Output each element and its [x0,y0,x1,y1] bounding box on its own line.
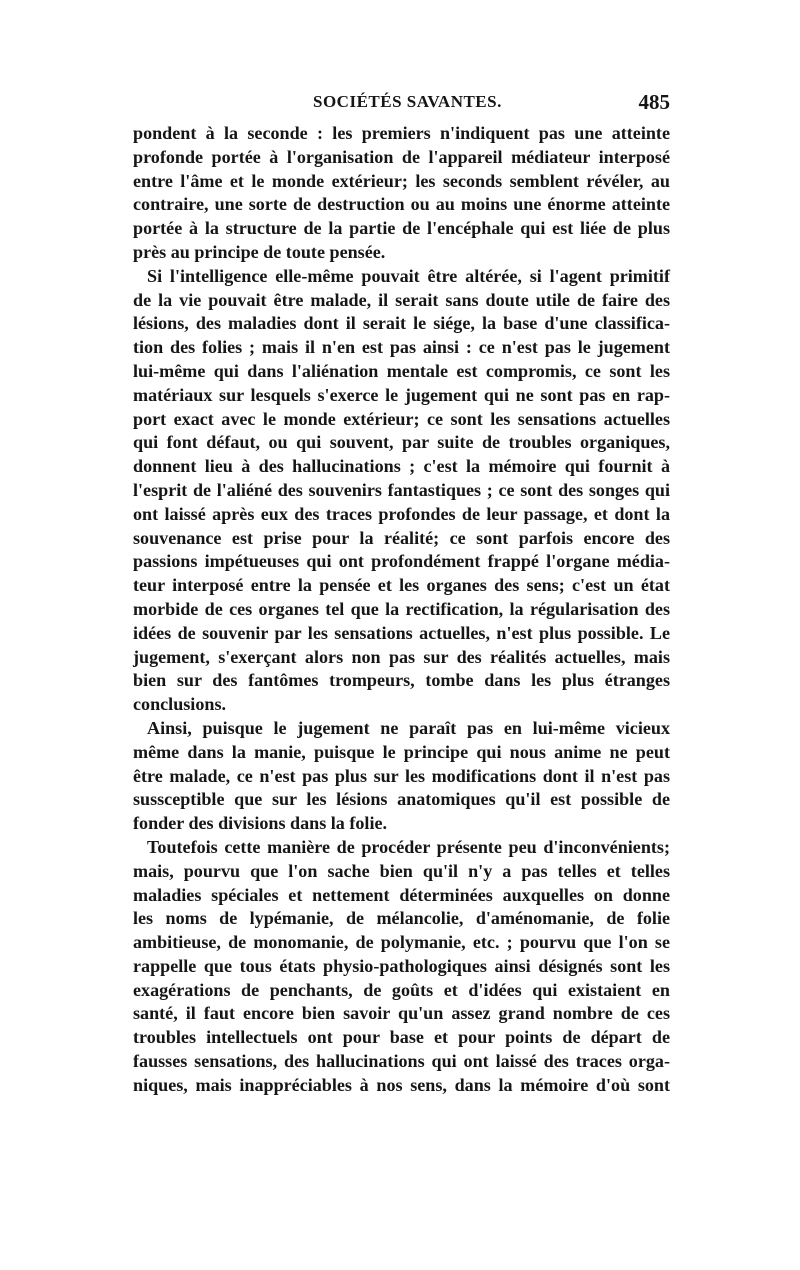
text-line-indented [133,836,670,860]
text-line: souvenance est prise pour la réalité; ce sont parfois encore des [133,527,670,548]
text-line: teur interposé entre la pensée et les organes des sens; c'est un état [133,575,670,596]
text-line: les noms de lypémanie, de mélancolie, d'aménomanie, de folie [133,908,670,929]
text-line: maladies spéciales et nettement déterminées auxquelles on donne [133,884,670,905]
text-line: morbide de ces organes tel que la rectification, la régularisation des [133,598,670,619]
text-line: conclusions. [133,694,227,715]
text-line: santé, il faut encore bien savoir qu'un assez grand nombre de ces [133,1003,670,1024]
text-line: rappelle que tous états physio-pathologiques ainsi désignés sont les [133,955,670,976]
body-text [133,122,670,1098]
text-line: bien sur des fantômes trompeurs, tombe dans les plus étranges [133,670,670,691]
text-line: port exact avec le monde extérieur; ce sont les sensations actuelles [133,408,670,429]
text-line: entre l'âme et le monde extérieur; les seconds semblent révéler, au [133,170,670,191]
page-number: 485 [638,90,670,114]
text-line: fonder des divisions dans la folie. [133,813,388,834]
text-line: ont laissé après eux des traces profondes de leur passage, et dont la [133,503,670,524]
text-line: l'esprit de l'aliéné des souvenirs fantastiques ; ce sont des songes qui [133,479,670,500]
text-line: portée à la structure de la partie de l'encéphale qui est liée de plus [133,218,670,239]
text-line: de la vie pouvait être malade, il serait sans doute utile de faire des [133,289,670,310]
text-line-indented [133,265,670,289]
text-line: sussceptible que sur les lésions anatomiques qu'il est possible de [133,789,670,810]
text-line: niques, mais inappréciables à nos sens, dans la mémoire d'où sont [133,1074,670,1095]
text-line: fausses sensations, des hallucinations qui ont laissé des traces orga- [133,1051,670,1072]
text-line-indented [133,717,670,741]
text-line: Ainsi, puisque le jugement ne paraît pas en lui-même vicieux [147,717,670,738]
text-line: passions impétueuses qui ont profondément frappé l'organe média- [133,551,670,572]
text-line: qui font défaut, ou qui souvent, par suite de troubles organiques, [133,432,670,453]
text-line: lui-même qui dans l'aliénation mentale est compromis, ce sont les [133,360,670,381]
text-line: lésions, des maladies dont il serait le siége, la base d'une classifica- [133,313,670,334]
text-line: matériaux sur lesquels s'exerce le jugement qui ne sont pas en rap- [133,384,670,405]
text-line: jugement, s'exerçant alors non pas sur des réalités actuelles, mais [133,646,670,667]
text-line: mais, pourvu que l'on sache bien qu'il n'y a pas telles et telles [133,860,670,881]
text-line: même dans la manie, puisque le principe qui nous anime ne peut [133,741,670,762]
text-line: près au principe de toute pensée. [133,241,386,262]
running-header [133,92,670,116]
running-title: SOCIÉTÉS SAVANTES. [313,92,502,111]
text-line: Si l'intelligence elle-même pouvait être altérée, si l'agent primitif [147,265,670,286]
text-line: exagérations de penchants, de goûts et d'idées qui existaient en [133,979,670,1000]
text-line: être malade, ce n'est pas plus sur les modifications dont il n'est pas [133,765,670,786]
text-line: contraire, une sorte de destruction ou au moins une énorme atteinte [133,194,670,215]
text-line: pondent à la seconde : les premiers n'indiquent pas une atteinte [133,123,670,143]
text-line: ambitieuse, de monomanie, de polymanie, etc. ; pourvu que l'on se [133,932,670,953]
text-line: donnent lieu à des hallucinations ; c'est la mémoire qui fournit à [133,456,670,477]
text-line: Toutefois cette manière de procéder présente peu d'inconvénients; [147,836,670,857]
text-line: tion des folies ; mais il n'en est pas ainsi : ce n'est pas le jugement [133,337,670,358]
text-line: idées de souvenir par les sensations actuelles, n'est plus possible. Le [133,622,670,643]
text-line: troubles intellectuels ont pour base et pour points de départ de [133,1027,670,1048]
text-line: profonde portée à l'organisation de l'appareil médiateur interposé [133,146,670,167]
